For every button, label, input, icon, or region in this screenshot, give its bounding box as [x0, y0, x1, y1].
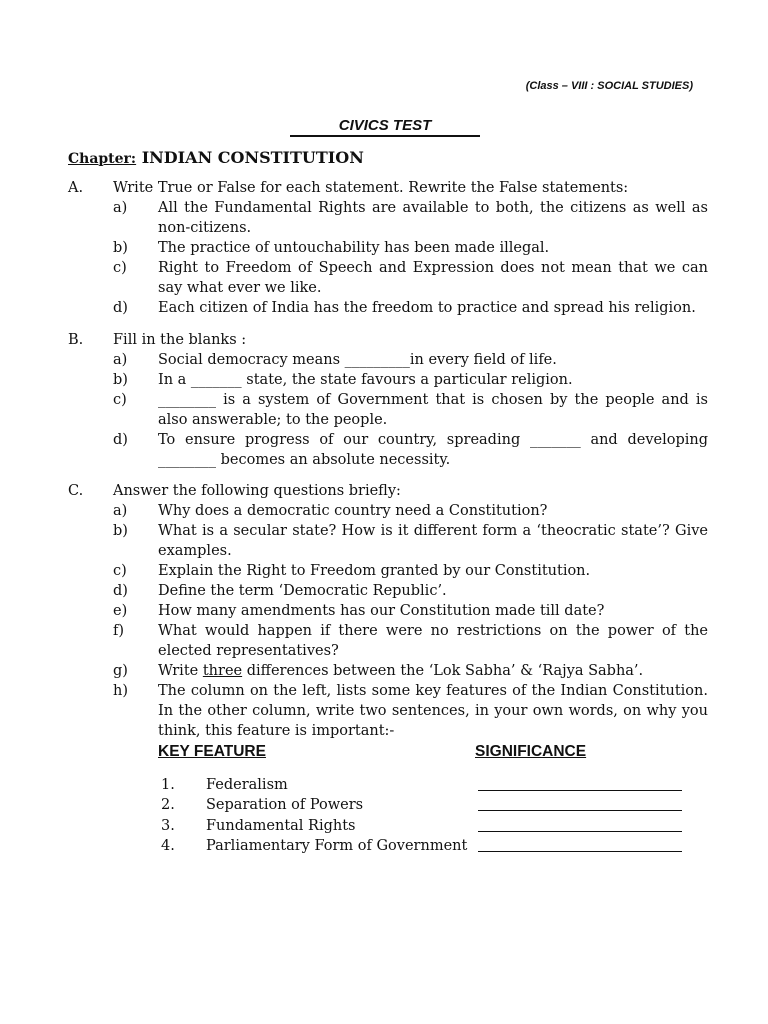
- key-feature-header: KEY FEATURE: [158, 743, 266, 760]
- question-item: [68, 238, 708, 258]
- question-item: [68, 581, 708, 601]
- question-item: [68, 390, 708, 430]
- question-letter: f): [113, 623, 125, 639]
- section-letter: B.: [68, 332, 84, 348]
- question-item: [68, 561, 708, 581]
- question-text: The practice of untouchability has been made illegal.: [158, 240, 550, 256]
- question-letter: c): [113, 392, 127, 408]
- question-item: [68, 501, 708, 521]
- feature-row: [158, 836, 688, 856]
- question-text: Social democracy means _________in every field of life.: [158, 352, 557, 368]
- question-text: Each citizen of India has the freedom to practice and spread his religion.: [158, 300, 696, 316]
- feature-name: Separation of Powers: [206, 797, 364, 813]
- chapter-name: INDIAN CONSTITUTION: [141, 148, 364, 167]
- question-text: Define the term ‘Democratic Republic’.: [158, 583, 447, 599]
- question-text: All the Fundamental Rights are available to both, the citizens as well as non-citizens.: [158, 200, 708, 236]
- question-item: [68, 601, 708, 621]
- question-text-underlined: three: [202, 663, 243, 679]
- chapter-heading: [68, 148, 364, 167]
- question-text: ________ is a system of Government that is chosen by the people and is also answerable; to the people.: [158, 392, 708, 428]
- question-text: [158, 661, 708, 681]
- feature-number: 1.: [161, 777, 175, 793]
- question-text: How many amendments has our Constitution made till date?: [158, 603, 605, 619]
- significance-answer-line[interactable]: [478, 816, 682, 832]
- question-letter: a): [113, 200, 128, 216]
- feature-name: Fundamental Rights: [206, 818, 356, 834]
- section-c: [68, 481, 708, 741]
- question-text: In a _______ state, the state favours a particular religion.: [158, 372, 573, 388]
- feature-name: Federalism: [206, 777, 288, 793]
- question-letter: b): [113, 372, 128, 388]
- question-item: [68, 370, 708, 390]
- question-text-after: differences between the ‘Lok Sabha’ & ‘Rajya Sabha’.: [242, 663, 644, 679]
- question-text: What would happen if there were no restrictions on the power of the elected representatives?: [158, 623, 708, 659]
- question-text: Explain the Right to Freedom granted by our Constitution.: [158, 563, 591, 579]
- question-letter: b): [113, 523, 128, 539]
- significance-answer-line[interactable]: [478, 775, 682, 791]
- question-letter: a): [113, 503, 128, 519]
- question-letter: g): [113, 663, 128, 679]
- feature-number: 2.: [161, 797, 175, 813]
- question-item: [68, 298, 708, 318]
- section-letter: A.: [68, 180, 84, 196]
- question-letter: c): [113, 563, 127, 579]
- question-text: The column on the left, lists some key features of the Indian Constitution. In the other column, write two sentences, in your own words, on why you think, this feature is important:-: [158, 683, 708, 739]
- question-item: [68, 661, 708, 681]
- question-letter: b): [113, 240, 128, 256]
- question-item: [68, 681, 708, 741]
- question-item: [68, 350, 708, 370]
- question-letter: d): [113, 300, 128, 316]
- question-item: [68, 258, 708, 298]
- feature-row: [158, 816, 688, 836]
- question-text-before: Write: [158, 663, 203, 679]
- feature-name: Parliamentary Form of Government: [206, 838, 468, 854]
- section-heading: Write True or False for each statement. Rewrite the False statements:: [113, 180, 629, 196]
- page-title: CIVICS TEST: [290, 116, 480, 137]
- section-heading: Fill in the blanks :: [113, 332, 247, 348]
- question-text: To ensure progress of our country, spreading _______ and developing ________ becomes an absolute necessity.: [158, 432, 708, 468]
- section-a: [68, 178, 708, 318]
- section-b: [68, 330, 708, 470]
- significance-header: SIGNIFICANCE: [475, 743, 587, 760]
- question-letter: d): [113, 432, 128, 448]
- feature-number: 4.: [161, 838, 175, 854]
- section-letter: C.: [68, 483, 84, 499]
- question-text: Right to Freedom of Speech and Expression does not mean that we can say what ever we like.: [158, 260, 708, 296]
- question-letter: a): [113, 352, 128, 368]
- class-subject-label: (Class – VIII : SOCIAL STUDIES): [525, 80, 693, 92]
- question-item: [68, 621, 708, 661]
- feature-row: [158, 775, 688, 795]
- question-item: [68, 521, 708, 561]
- question-letter: h): [113, 683, 128, 699]
- question-letter: c): [113, 260, 127, 276]
- feature-row: [158, 795, 688, 815]
- question-item: [68, 430, 708, 470]
- feature-number: 3.: [161, 818, 175, 834]
- question-text: What is a secular state? How is it different form a ‘theocratic state’? Give examples.: [158, 523, 708, 559]
- significance-answer-line[interactable]: [478, 836, 682, 852]
- question-item: [68, 198, 708, 238]
- question-text: Why does a democratic country need a Constitution?: [158, 503, 548, 519]
- chapter-label: Chapter:: [68, 151, 137, 167]
- question-letter: e): [113, 603, 128, 619]
- significance-answer-line[interactable]: [478, 795, 682, 811]
- section-heading: Answer the following questions briefly:: [113, 483, 401, 499]
- question-letter: d): [113, 583, 128, 599]
